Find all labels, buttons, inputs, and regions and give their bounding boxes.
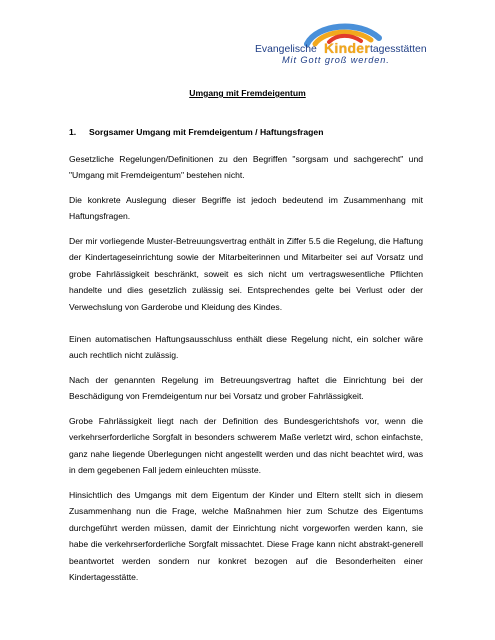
paragraph: Der mir vorliegende Muster-Betreuungsvertrag enthält in Ziffer 5.5 die Regelung, die Haftung der Kindertageseinrichtung sowie der Mitarbeiterinnen und Mitarbeiter sei auf Vorsatz und grobe Fahrlässigkeit beschränkt, soweit es sich nicht um vertragswesentliche Pflichten handelte und dies gesetzlich zulässig sei. Entsprechendes gelte bei Verlust oder der Verwechslung von Garderobe und Kleidung des Kindes.: [69, 236, 423, 312]
section-title: Sorgsamer Umgang mit Fremdeigentum / Haftungsfragen: [89, 127, 324, 137]
paragraph: Gesetzliche Regelungen/Definitionen zu den Begriffen "sorgsam und sachgerecht" und "Umgang mit Fremdeigentum" bestehen nicht.: [69, 154, 423, 181]
paragraph: Nach der genannten Regelung im Betreuungsvertrag haftet die Einrichtung bei der Beschädigung von Fremdeigentum nur bei Vorsatz und grober Fahrlässigkeit.: [69, 375, 423, 402]
paragraph: Die konkrete Auslegung dieser Begriffe ist jedoch bedeutend im Zusammenhang mit Haftungsfragen.: [69, 195, 423, 222]
logo-text-kinder: Kinder: [324, 40, 371, 56]
document-title: Umgang mit Fremdeigentum: [189, 88, 306, 98]
logo-text-right: tagesstätten: [370, 44, 427, 55]
paragraph: Einen automatischen Haftungsausschluss enthält diese Regelung nicht, ein solcher wäre auch rechtlich nicht zulässig.: [69, 334, 423, 361]
logo-tagline: Mit Gott groß werden.: [282, 55, 390, 65]
organization-logo: [255, 22, 465, 66]
paragraph: Hinsichtlich des Umgangs mit dem Eigentum der Kinder und Eltern stellt sich in diesem Zusammenhang nun die Frage, welche Maßnahmen hier zum Schutze des Eigentums durchgeführt werden müssen, damit der Einrichtung nicht vorgeworfen werden kann, sie habe die verkehrserforderliche Sorgfalt missachtet. Diese Frage kann nicht abstrakt-generell beantwortet werden sondern nur konkret bezogen auf die Besonderheiten einer Kindertagesstätte.: [69, 490, 423, 583]
paragraph: Grobe Fahrlässigkeit liegt nach der Definition des Bundesgerichtshofs vor, wenn die verkehrserforderliche Sorgfalt in besonders schwerem Maße verletzt wird, schon einfachste, ganz nahe liegende Überlegungen nicht angestellt werden und das nicht beachtet wird, was in dem gegebenen Fall jedem einleuchten müsste.: [69, 416, 423, 476]
logo-text-left: Evangelische: [255, 44, 317, 55]
section-heading: [69, 127, 323, 137]
section-number: 1.: [69, 127, 77, 137]
